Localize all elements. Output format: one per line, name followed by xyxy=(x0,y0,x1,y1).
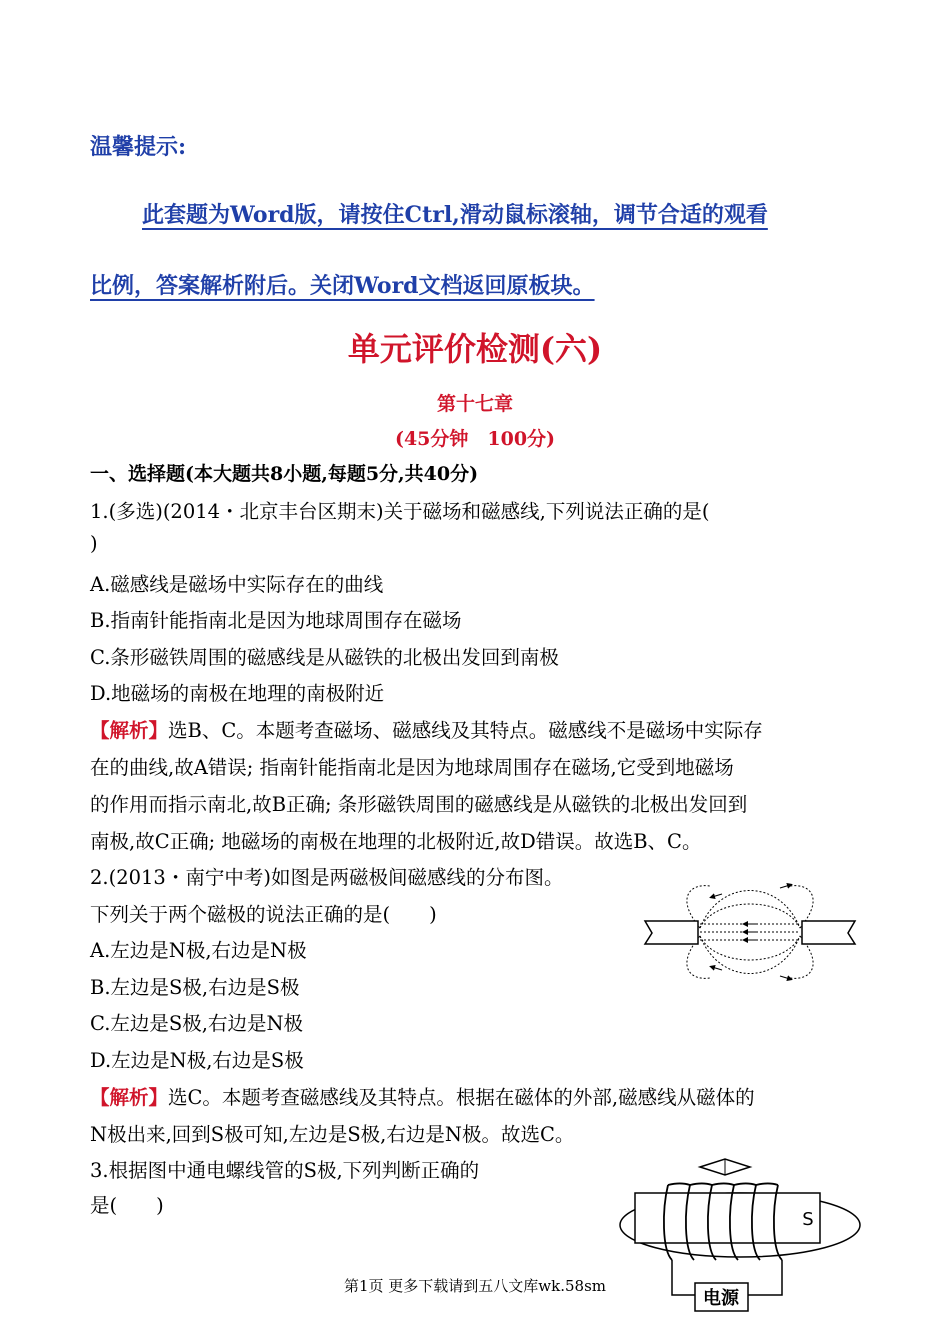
q3-stem-line1: 3.根据图中通电螺线管的S极,下列判断正确的 xyxy=(90,1159,480,1182)
q1-answer-line1 xyxy=(90,715,763,743)
q1-stem-line1: 1.(多选)(2014・北京丰台区期末)关于磁场和磁感线,下列说法正确的是( xyxy=(90,500,710,523)
q3-stem-line2: 是( ) xyxy=(90,1194,164,1217)
q1-option-d: D.地磁场的南极在地理的南极附近 xyxy=(90,682,385,705)
q1-stem-line2: ) xyxy=(90,532,98,555)
q1-answer-line3: 的作用而指示南北,故B正确; 条形磁铁周围的磁感线是从磁铁的北极出发回到 xyxy=(90,793,748,816)
q2-stem-line2: 下列关于两个磁极的说法正确的是( ) xyxy=(90,903,437,926)
power-source-label: 电源 xyxy=(703,1288,739,1309)
q1-answer-line4: 南极,故C正确; 地磁场的南极在地理的北极附近,故D错误。故选B、C。 xyxy=(90,830,702,853)
q2-option-b: B.左边是S极,右边是S极 xyxy=(90,976,300,999)
page-footer: 第1页 更多下载请到五八文库wk.58sm xyxy=(343,1277,607,1295)
q1-answer-label: 【解析】 xyxy=(90,719,169,742)
q1-option-c: C.条形磁铁周围的磁感线是从磁铁的北极出发回到南极 xyxy=(90,646,559,669)
q1-option-b: B.指南针能指南北是因为地球周围存在磁场 xyxy=(90,609,462,632)
q2-option-a: A.左边是N极,右边是N极 xyxy=(90,939,307,962)
q2-option-d: D.左边是N极,右边是S极 xyxy=(90,1049,304,1072)
tip-title: 温馨提示: xyxy=(90,134,187,160)
page-title: 单元评价检测(六) xyxy=(347,330,603,368)
q2-stem-line1: 2.(2013・南宁中考)如图是两磁极间磁感线的分布图。 xyxy=(90,866,564,889)
section-heading: 一、选择题(本大题共8小题,每题5分,共40分) xyxy=(90,463,479,485)
timing-label: (45分钟 100分) xyxy=(394,428,556,450)
magnetic-field-figure xyxy=(640,878,860,1000)
tip-line-1: 此套题为Word版，请按住Ctrl,滑动鼠标滚轴，调节合适的观看 xyxy=(142,202,768,228)
q2-option-c: C.左边是S极,右边是N极 xyxy=(90,1012,304,1035)
q2-answer-text: 选C。本题考查磁感线及其特点。根据在磁体的外部,磁感线从磁体的 xyxy=(168,1086,755,1109)
q1-answer-text: 选B、C。本题考查磁场、磁感线及其特点。磁感线不是磁场中实际存 xyxy=(168,719,763,742)
q2-answer-label: 【解析】 xyxy=(90,1086,169,1109)
q2-answer-line2: N极出来,回到S极可知,左边是S极,右边是N极。故选C。 xyxy=(90,1123,575,1146)
tip-line-2: 比例，答案解析附后。关闭Word文档返回原板块。 xyxy=(90,273,595,299)
chapter-label: 第十七章 xyxy=(436,393,513,415)
q1-answer-line2: 在的曲线,故A错误; 指南针能指南北是因为地球周围存在磁场,它受到地磁场 xyxy=(90,756,734,779)
q1-option-a: A.磁感线是磁场中实际存在的曲线 xyxy=(90,573,384,596)
pole-s-label: S xyxy=(802,1209,814,1230)
q2-answer-line1 xyxy=(90,1082,755,1110)
